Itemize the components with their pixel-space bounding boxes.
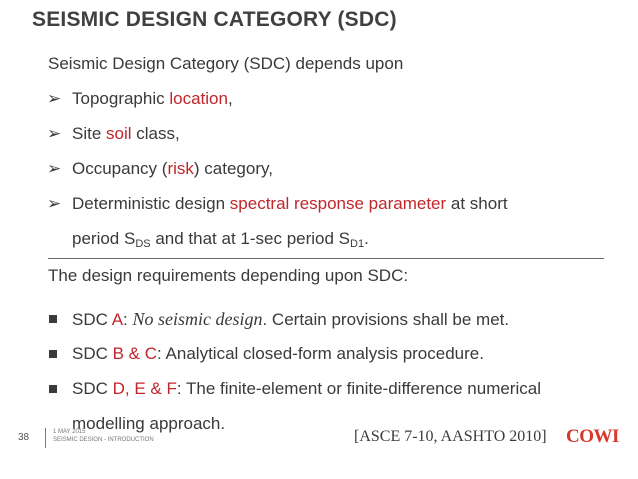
section-divider bbox=[48, 258, 604, 259]
square-bullet-icon bbox=[49, 315, 57, 323]
factor-item bbox=[47, 84, 627, 119]
cowi-logo: COWI bbox=[566, 426, 619, 447]
footer-date: 1 MAY 2015 bbox=[53, 429, 86, 435]
reference-citation: [ASCE 7-10, AASHTO 2010] bbox=[354, 428, 547, 445]
factor-text: Deterministic design spectral response parameter at short bbox=[72, 194, 508, 213]
category-item bbox=[47, 339, 627, 374]
arrow-bullet-icon: ➢ bbox=[47, 159, 62, 178]
factor-text: Occupancy (risk) category, bbox=[72, 159, 273, 178]
slide-title: SEISMIC DESIGN CATEGORY (SDC) bbox=[32, 8, 397, 31]
factor-highlight: spectral response parameter bbox=[229, 194, 447, 213]
category-italic: No seismic design bbox=[132, 309, 263, 329]
arrow-bullet-icon: ➢ bbox=[47, 89, 62, 108]
factor-continuation-text: period $S_{DS}$ and that at 1-sec period $S_{D1}$. bbox=[72, 229, 369, 250]
factor-highlight: soil bbox=[106, 124, 132, 143]
arrow-bullet-icon: ➢ bbox=[47, 124, 62, 143]
factor-list bbox=[47, 84, 627, 258]
page-number: 38 bbox=[18, 432, 30, 443]
category-list bbox=[47, 304, 627, 444]
category-highlight: B & C bbox=[112, 344, 158, 363]
footer-section: SEISMIC DESIGN - INTRODUCTION bbox=[53, 437, 154, 443]
category-continuation-text: modelling approach. bbox=[72, 414, 226, 433]
design-requirements-intro: The design requirements depending upon SDC: bbox=[48, 266, 409, 285]
category-text: SDC A: No seismic design. Certain provisions shall be met. bbox=[72, 309, 510, 329]
factor-item bbox=[47, 119, 627, 154]
category-text: SDC D, E & F: The finite-element or finite-difference numerical bbox=[72, 379, 541, 398]
factor-text: Site soil class, bbox=[72, 124, 180, 143]
category-highlight: D, E & F bbox=[112, 379, 177, 398]
factor-text: Topographic location, bbox=[72, 89, 233, 108]
intro-text: Seismic Design Category (SDC) depends upon bbox=[48, 54, 404, 73]
factor-highlight: location bbox=[169, 89, 228, 108]
category-item bbox=[47, 374, 627, 409]
category-highlight: A bbox=[111, 310, 124, 329]
square-bullet-icon bbox=[49, 385, 57, 393]
factor-item bbox=[47, 154, 627, 189]
factor-highlight: risk bbox=[167, 159, 194, 178]
factor-item bbox=[47, 189, 627, 224]
arrow-bullet-icon: ➢ bbox=[47, 194, 62, 213]
footer-separator bbox=[45, 428, 46, 448]
category-item bbox=[47, 304, 627, 339]
square-bullet-icon bbox=[49, 350, 57, 358]
category-text: SDC B & C: Analytical closed-form analysis procedure. bbox=[72, 344, 484, 363]
footer-info bbox=[53, 428, 154, 444]
factor-continuation bbox=[47, 224, 627, 258]
